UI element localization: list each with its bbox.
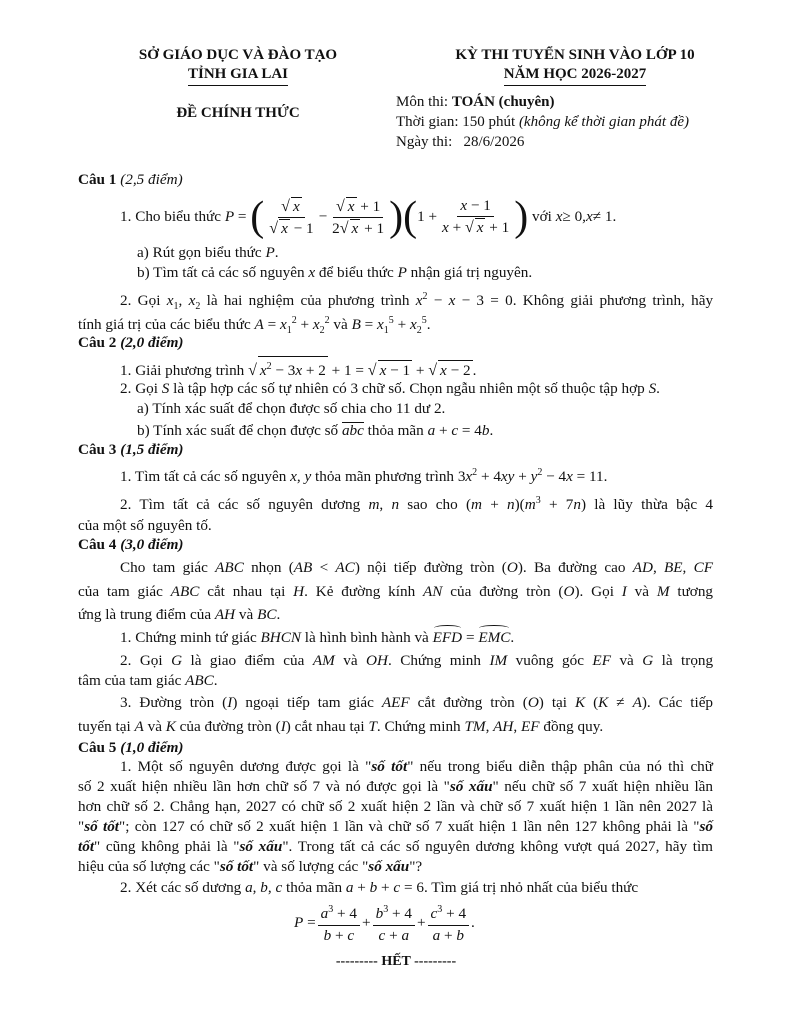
question-5-part-1-line-2: số 2 xuất hiện nhiều lần hơn chữ số 7 và nó được gọi là "số xấu" nếu chữ số 7 xuất hiện nhiều lần: [78, 778, 713, 795]
question-1-part-1b: b) Tìm tất cả các số nguyên x để biểu thức P nhận giá trị nguyên.: [137, 264, 533, 281]
question-1-title: Câu 1 (2,5 điểm): [78, 171, 183, 188]
question-3-part-2-cont: của một số nguyên tố.: [78, 517, 212, 534]
question-2-part-2: 2. Gọi S là tập hợp các số tự nhiên có 3 chữ số. Chọn ngẫu nhiên một số thuộc tập hợp S.: [120, 380, 660, 397]
question-5-part-1-line-5: tốt" cũng không phải là "số xấu". Trong tất cả các số nguyên dương không vượt quá 2027, hãy tìm: [78, 838, 714, 855]
question-3-title: Câu 3 (1,5 điểm): [78, 441, 184, 458]
question-2-part-2a: a) Tính xác suất để chọn được số chia cho 11 dư 2.: [137, 400, 446, 417]
time-label: Thời gian: 150 phút: [396, 114, 516, 130]
question-5-expression: P = $\frac{a^3 + 4}{b + c}$ + $\frac{b^3 + 4}{c + a}$ + $\frac{c^3 + 4}{a + b}$ .: [294, 900, 475, 946]
end-marker: --------- HẾT ---------: [335, 954, 457, 969]
province-name: TỈNH GIA LAI: [188, 65, 288, 86]
question-4-intro-line-3: ứng là trung điểm của AH và BC.: [78, 606, 281, 623]
exam-meta: [396, 92, 689, 152]
question-4-part-2-cont: tâm của tam giác ABC.: [78, 672, 218, 689]
question-5-part-1-line-3: hơn chữ số 2. Chẳng hạn, 2027 có chữ số 2 xuất hiện 2 lần và chữ số 7 xuất hiện 1 lần nên 2027 là: [78, 798, 713, 815]
date-label: Ngày thi:: [396, 134, 453, 150]
question-3-part-1: 1. Tìm tất cả các số nguyên x, y thỏa mãn phương trình $3x^2 + 4xy + y^2 - 4x = 11$.: [120, 467, 608, 486]
question-5-part-1-line-1: 1. Một số nguyên dương được gọi là "số tốt" nếu trong biểu diễn thập phân của nó thì chữ: [120, 758, 714, 775]
question-4-title: Câu 4 (3,0 điểm): [78, 536, 184, 553]
question-5-title: Câu 5 (1,0 điểm): [78, 739, 184, 756]
school-year: NĂM HỌC 2026-2027: [504, 65, 647, 86]
question-2-part-2b: b) Tính xác suất để chọn được số abc thỏa mãn a + c = 4b.: [137, 422, 494, 439]
subject-value: TOÁN (chuyên): [451, 94, 555, 110]
exam-header: [410, 46, 740, 86]
official-label: ĐỀ CHÍNH THỨC: [176, 105, 300, 121]
question-4-part-3: 3. Đường tròn (I) ngoại tiếp tam giác AEF cắt đường tròn (O) tại K (K ≠ A). Các tiếp: [120, 694, 714, 711]
department-name: SỞ GIÁO DỤC VÀ ĐÀO TẠO: [138, 47, 338, 63]
question-1-part-1: 1. Cho biểu thức P = ( $\frac{√ x}{√ x - 1}$ − $\frac{√ x + 1}{2√ x + 1}$ ) ( 1 + $\frac{x - 1}{x + √ x + 1}$ ) với x ≥ 0, x ≠ 1.: [120, 194, 617, 240]
time-note: (không kể thời gian phát đề): [518, 114, 689, 130]
question-4-intro: Cho tam giác ABC nhọn (AB < AC) nội tiếp đường tròn (O). Ba đường cao AD, BE, CF: [120, 559, 714, 576]
question-4-intro-line-2: của tam giác ABC cắt nhau tại H. Kẻ đường kính AN của đường tròn (O). Gọi I và M tương: [78, 583, 714, 600]
question-2-part-1: 1. Giải phương trình √ $x^2 - 3x + 2 + 1$ = √ x − 1 + √ x − 2 .: [120, 356, 476, 381]
question-1-part-1a: a) Rút gọn biểu thức P.: [137, 244, 279, 261]
subject-label: Môn thi:: [396, 94, 449, 110]
exam-title: KỲ THI TUYỂN SINH VÀO LỚP 10: [455, 47, 695, 63]
question-1-part-2: 2. Gọi $x_1$, $x_2$ là hai nghiệm của phương trình $x^2 - x - 3 = 0$. Không giải phương trình, hãy: [120, 291, 714, 313]
date-value: 28/6/2026: [463, 134, 525, 150]
question-1-part-2-cont: tính giá trị của các biểu thức $A = x_1^2 + x_2^2$ và $B = x_1^5 + x_2^5$.: [78, 315, 431, 337]
question-4-part-2: 2. Gọi G là giao điểm của AM và OH. Chứng minh IM vuông góc EF và G là trọng: [120, 652, 714, 669]
department-header: [88, 46, 388, 123]
question-4-part-3-cont: tuyến tại A và K của đường tròn (I) cắt nhau tại T. Chứng minh TM, AH, EF đồng quy.: [78, 718, 604, 735]
question-5-part-2: 2. Xét các số dương a, b, c thỏa mãn a + b + c = 6. Tìm giá trị nhỏ nhất của biểu thức: [120, 879, 639, 896]
question-5-part-1-line-6: hiệu của số lượng các "số tốt" và số lượng các "số xấu"?: [78, 858, 423, 875]
question-3-part-2: 2. Tìm tất cả các số nguyên dương m, n sao cho $(m + n)(m^3 + 7n)$ là lũy thừa bậc 4: [120, 495, 713, 514]
question-4-part-1: 1. Chứng minh tứ giác BHCN là hình bình hành và EFD = EMC.: [120, 629, 515, 646]
question-5-part-1-line-4: "số tốt"; còn 127 có chữ số 2 xuất hiện 1 lần và chữ số 7 xuất hiện 1 lần nên 127 không phải là "số: [78, 818, 713, 835]
question-2-title: Câu 2 (2,0 điểm): [78, 334, 184, 351]
